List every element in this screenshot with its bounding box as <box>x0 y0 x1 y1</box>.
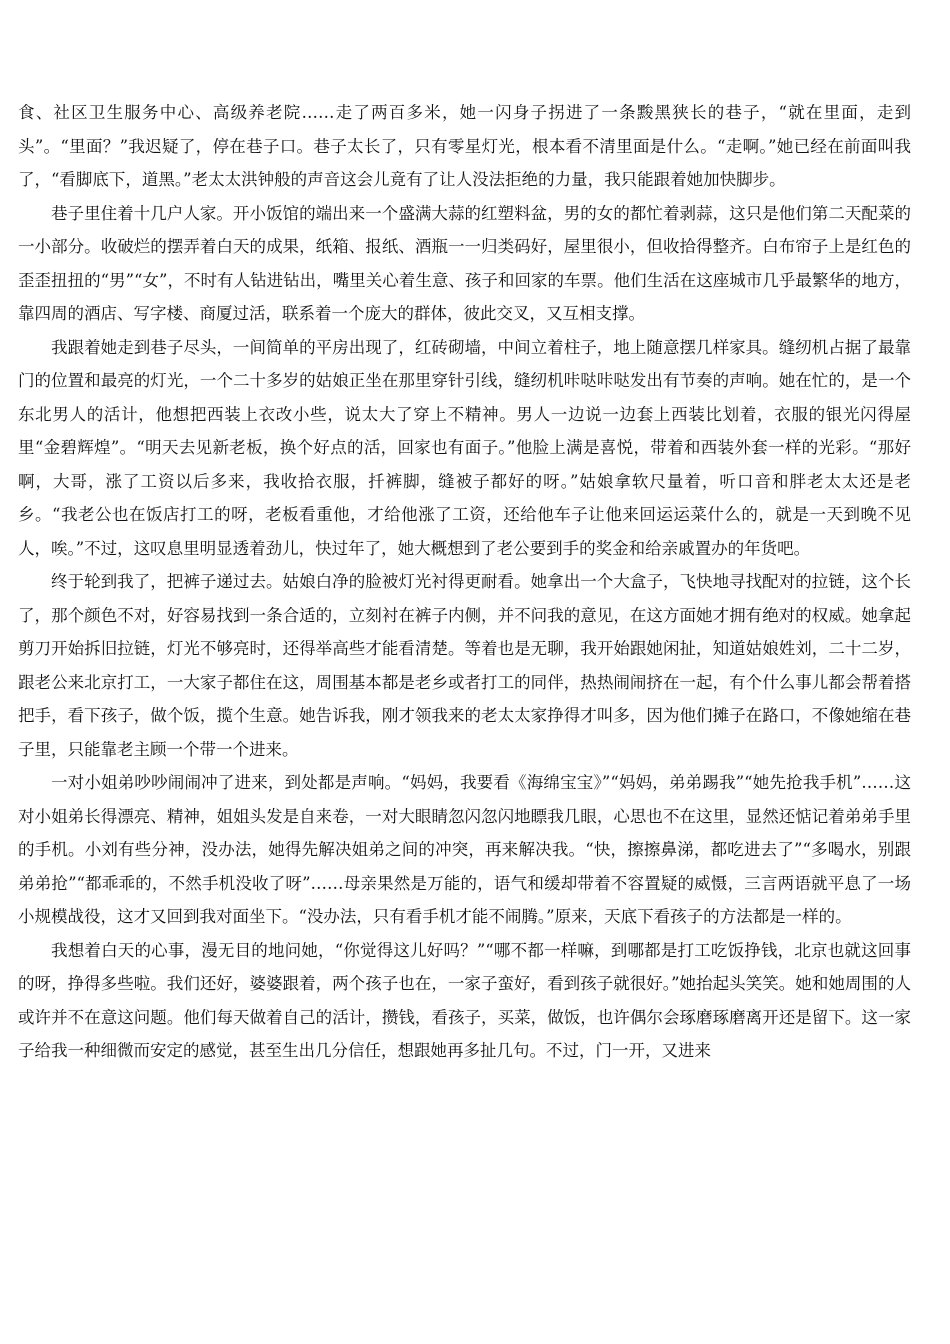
paragraph-3: 我跟着她走到巷子尽头，一间简单的平房出现了，红砖砌墙，中间立着柱子，地上随意摆几样家具。缝纫机占据了最靠门的位置和最亮的灯光，一个二十多岁的姑娘正坐在那里穿针引线，缝纫机咔哒咔哒发出有节奏的声响。她在忙的，是一个东北男人的活计，他想把西装上衣改小些，说太大了穿上不精神。男人一边说一边套上西装比划着，衣服的银光闪得屋里“金碧辉煌”。“明天去见新老板，换个好点的活，回家也有面子。”他脸上满是喜悦，带着和西装外套一样的光彩。“那好啊，大哥，涨了工资以后多来，我收拾衣服，扦裤脚，缝被子都好的呀。”姑娘拿软尺量着，听口音和胖老太太还是老乡。“我老公也在饭店打工的呀，老板看重他，才给他涨了工资，还给他车子让他来回运运菜什么的，就是一天到晚不见人，唉。”不过，这叹息里明显透着劲儿，快过年了，她大概想到了老公要到手的奖金和给亲戚置办的年货吧。 <box>18 337 911 558</box>
paragraph-6: 我想着白天的心事，漫无目的地问她，“你觉得这儿好吗？”“哪不都一样嘛，到哪都是打工吃饭挣钱，北京也就这回事的呀，挣得多些啦。我们还好，婆婆跟着，两个孩子也在，一家子蛮好，看到孩子就很好。”她抬起头笑笑。她和她周围的人或许并不在意这问题。他们每天做着自己的活计，攒钱，看孩子，买菜，做饭，也许偶尔会琢磨琢磨离开还是留下。这一家子给我一种细微而安定的感觉，甚至生出几分信任，想跟她再多扯几句。不过，门一开，又进来 <box>18 940 911 1060</box>
paragraph-4: 终于轮到我了，把裤子递过去。姑娘白净的脸被灯光衬得更耐看。她拿出一个大盒子，飞快地寻找配对的拉链，这个长了，那个颜色不对，好容易找到一条合适的，立刻衬在裤子内侧，并不问我的意见，在这方面她才拥有绝对的权威。她拿起剪刀开始拆旧拉链，灯光不够亮时，还得举高些才能看清楚。等着也是无聊，我开始跟她闲扯，知道姑娘姓刘，二十二岁，跟老公来北京打工，一大家子都住在这，周围基本都是老乡或者打工的同伴，热热闹闹挤在一起，有个什么事儿都会帮着搭把手，看下孩子，做个饭，揽个生意。她告诉我，刚才领我来的老太太家挣得才叫多，因为他们摊子在路口，不像她缩在巷子里，只能靠老主顾一个带一个进来。 <box>18 572 911 759</box>
paragraph-2: 巷子里住着十几户人家。开小饭馆的端出来一个盛满大蒜的红塑料盆，男的女的都忙着剥蒜，这只是他们第二天配菜的一小部分。收破烂的摆弄着白天的成果，纸箱、报纸、酒瓶一一归类码好，屋里很小，但收拾得整齐。白布帘子上是红色的歪歪扭扭的“男”“女”，不时有人钻进钻出，嘴里关心着生意、孩子和回家的车票。他们生活在这座城市几乎最繁华的地方，靠四周的酒店、写字楼、商厦过活，联系着一个庞大的群体，彼此交叉，又互相支撑。 <box>18 203 911 323</box>
paragraph-5: 一对小姐弟吵吵闹闹冲了进来，到处都是声响。“妈妈，我要看《海绵宝宝》”“妈妈，弟弟踢我”“她先抢我手机”……这对小姐弟长得漂亮、精神，姐姐头发是自来卷，一对大眼睛忽闪忽闪地瞟我几眼，心思也不在这里，显然还惦记着弟弟手里的手机。小刘有些分神，没办法，她得先解决姐弟之间的冲突，再来解决我。“快，擦擦鼻涕，都吃进去了”“多喝水，别跟弟弟抢”“都乖乖的，不然手机没收了呀”……母亲果然是万能的，语气和缓却带着不容置疑的威慑，三言两语就平息了一场小规模战役，这才又回到我对面坐下。“没办法，只有看手机才能不闹腾。”原来，天底下看孩子的方法都是一样的。 <box>18 773 911 926</box>
paragraph-1: 食、社区卫生服务中心、高级养老院……走了两百多米，她一闪身子拐进了一条黢黑狭长的巷子，“就在里面，走到头”。“里面？”我迟疑了，停在巷子口。巷子太长了，只有零星灯光，根本看不清里面是什么。“走啊。”她已经在前面叫我了，“看脚底下，道黑。”老太太洪钟般的声音这会儿竟有了让人没法拒绝的力量，我只能跟着她加快脚步。 <box>18 103 911 189</box>
document-body <box>18 96 911 1068</box>
